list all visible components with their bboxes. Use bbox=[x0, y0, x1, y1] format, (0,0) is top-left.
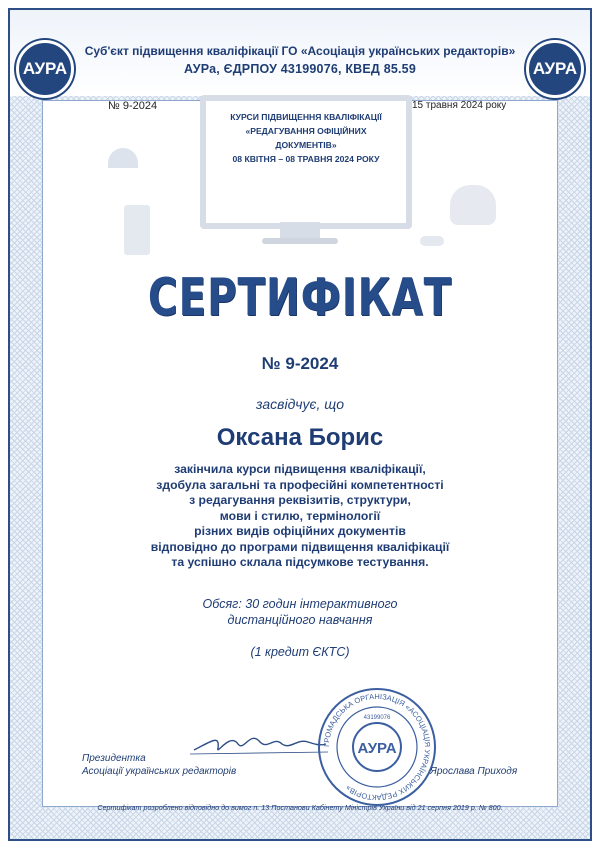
signatory-line-2: Асоціації українських редакторів bbox=[82, 766, 237, 777]
course-line-1: КУРСИ ПІДВИЩЕННЯ КВАЛІФІКАЦІЇ bbox=[230, 112, 382, 122]
monitor-base-icon bbox=[262, 238, 338, 244]
volume-line-1: Обсяг: 30 годин інтерактивного bbox=[202, 597, 398, 611]
volume-line-2: дистанційного навчання bbox=[227, 613, 373, 627]
course-line-4: 08 КВІТНЯ – 08 ТРАВНЯ 2024 РОКУ bbox=[232, 154, 380, 164]
recipient-name: Оксана Борис bbox=[216, 424, 384, 451]
certificate-body bbox=[60, 462, 540, 571]
header-line-1: Суб'єкт підвищення кваліфікації ГО «Асоціація українських редакторів» bbox=[84, 44, 516, 58]
header-line-2: АУРа, ЄДРПОУ 43199076, КВЕД 85.59 bbox=[184, 62, 416, 76]
stamp-center-text: АУРА bbox=[357, 740, 397, 757]
header-text bbox=[80, 44, 520, 76]
course-line-2: «РЕДАГУВАННЯ ОФІЦІЙНИХ bbox=[245, 126, 367, 136]
body-line: різних видів офіційних документів bbox=[194, 524, 406, 538]
document-number: № 9-2024 bbox=[108, 100, 158, 112]
body-line: та успішно склала підсумкове тестування. bbox=[171, 555, 429, 569]
course-volume bbox=[0, 596, 600, 628]
aura-logo-left-icon: АУРА bbox=[16, 40, 74, 98]
document-date: 15 травня 2024 року bbox=[412, 100, 507, 111]
cup-decoration-icon bbox=[124, 205, 150, 255]
body-line: мови і стилю, термінології bbox=[219, 508, 381, 523]
plant-decoration-icon bbox=[420, 236, 444, 246]
course-line-3: ДОКУМЕНТІВ» bbox=[275, 140, 337, 150]
course-info bbox=[200, 110, 412, 166]
stamp-code-text: 43199076 bbox=[363, 715, 391, 721]
certificate-number: № 9-2024 bbox=[261, 354, 339, 373]
body-line: закінчила курси підвищення кваліфікації, bbox=[174, 462, 426, 476]
signatory-line-1: Президентка bbox=[82, 753, 146, 764]
ects-credit: (1 кредит ЄКТС) bbox=[250, 645, 350, 659]
official-stamp-icon bbox=[315, 685, 439, 809]
witness-text: засвідчує, що bbox=[256, 396, 344, 412]
signatory-position bbox=[82, 752, 236, 778]
certificate-title: СЕРТИФІКАТ bbox=[147, 268, 453, 328]
body-line: здобула загальні та професійні компетентності bbox=[156, 477, 444, 492]
signatory-name: Ярослава Приходя bbox=[430, 766, 518, 777]
stamp-ring-text: ГРОМАДСЬКА ОРГАНІЗАЦІЯ «АСОЦІАЦІЯ УКРАЇНСЬКИХ РЕДАКТОРІВ» bbox=[321, 691, 433, 803]
body-line: з редагування реквізитів, структури, bbox=[189, 493, 411, 507]
chair-decoration-icon bbox=[450, 185, 496, 225]
body-line: відповідно до програми підвищення кваліфікації bbox=[150, 539, 450, 554]
aura-logo-right-icon: АУРА bbox=[526, 40, 584, 98]
legal-footnote: Сертифікат розроблено відповідно до вимог п. 13 Постанови Кабінету Міністрів України від 21 серпня 2019 р. № 800. bbox=[97, 803, 503, 812]
